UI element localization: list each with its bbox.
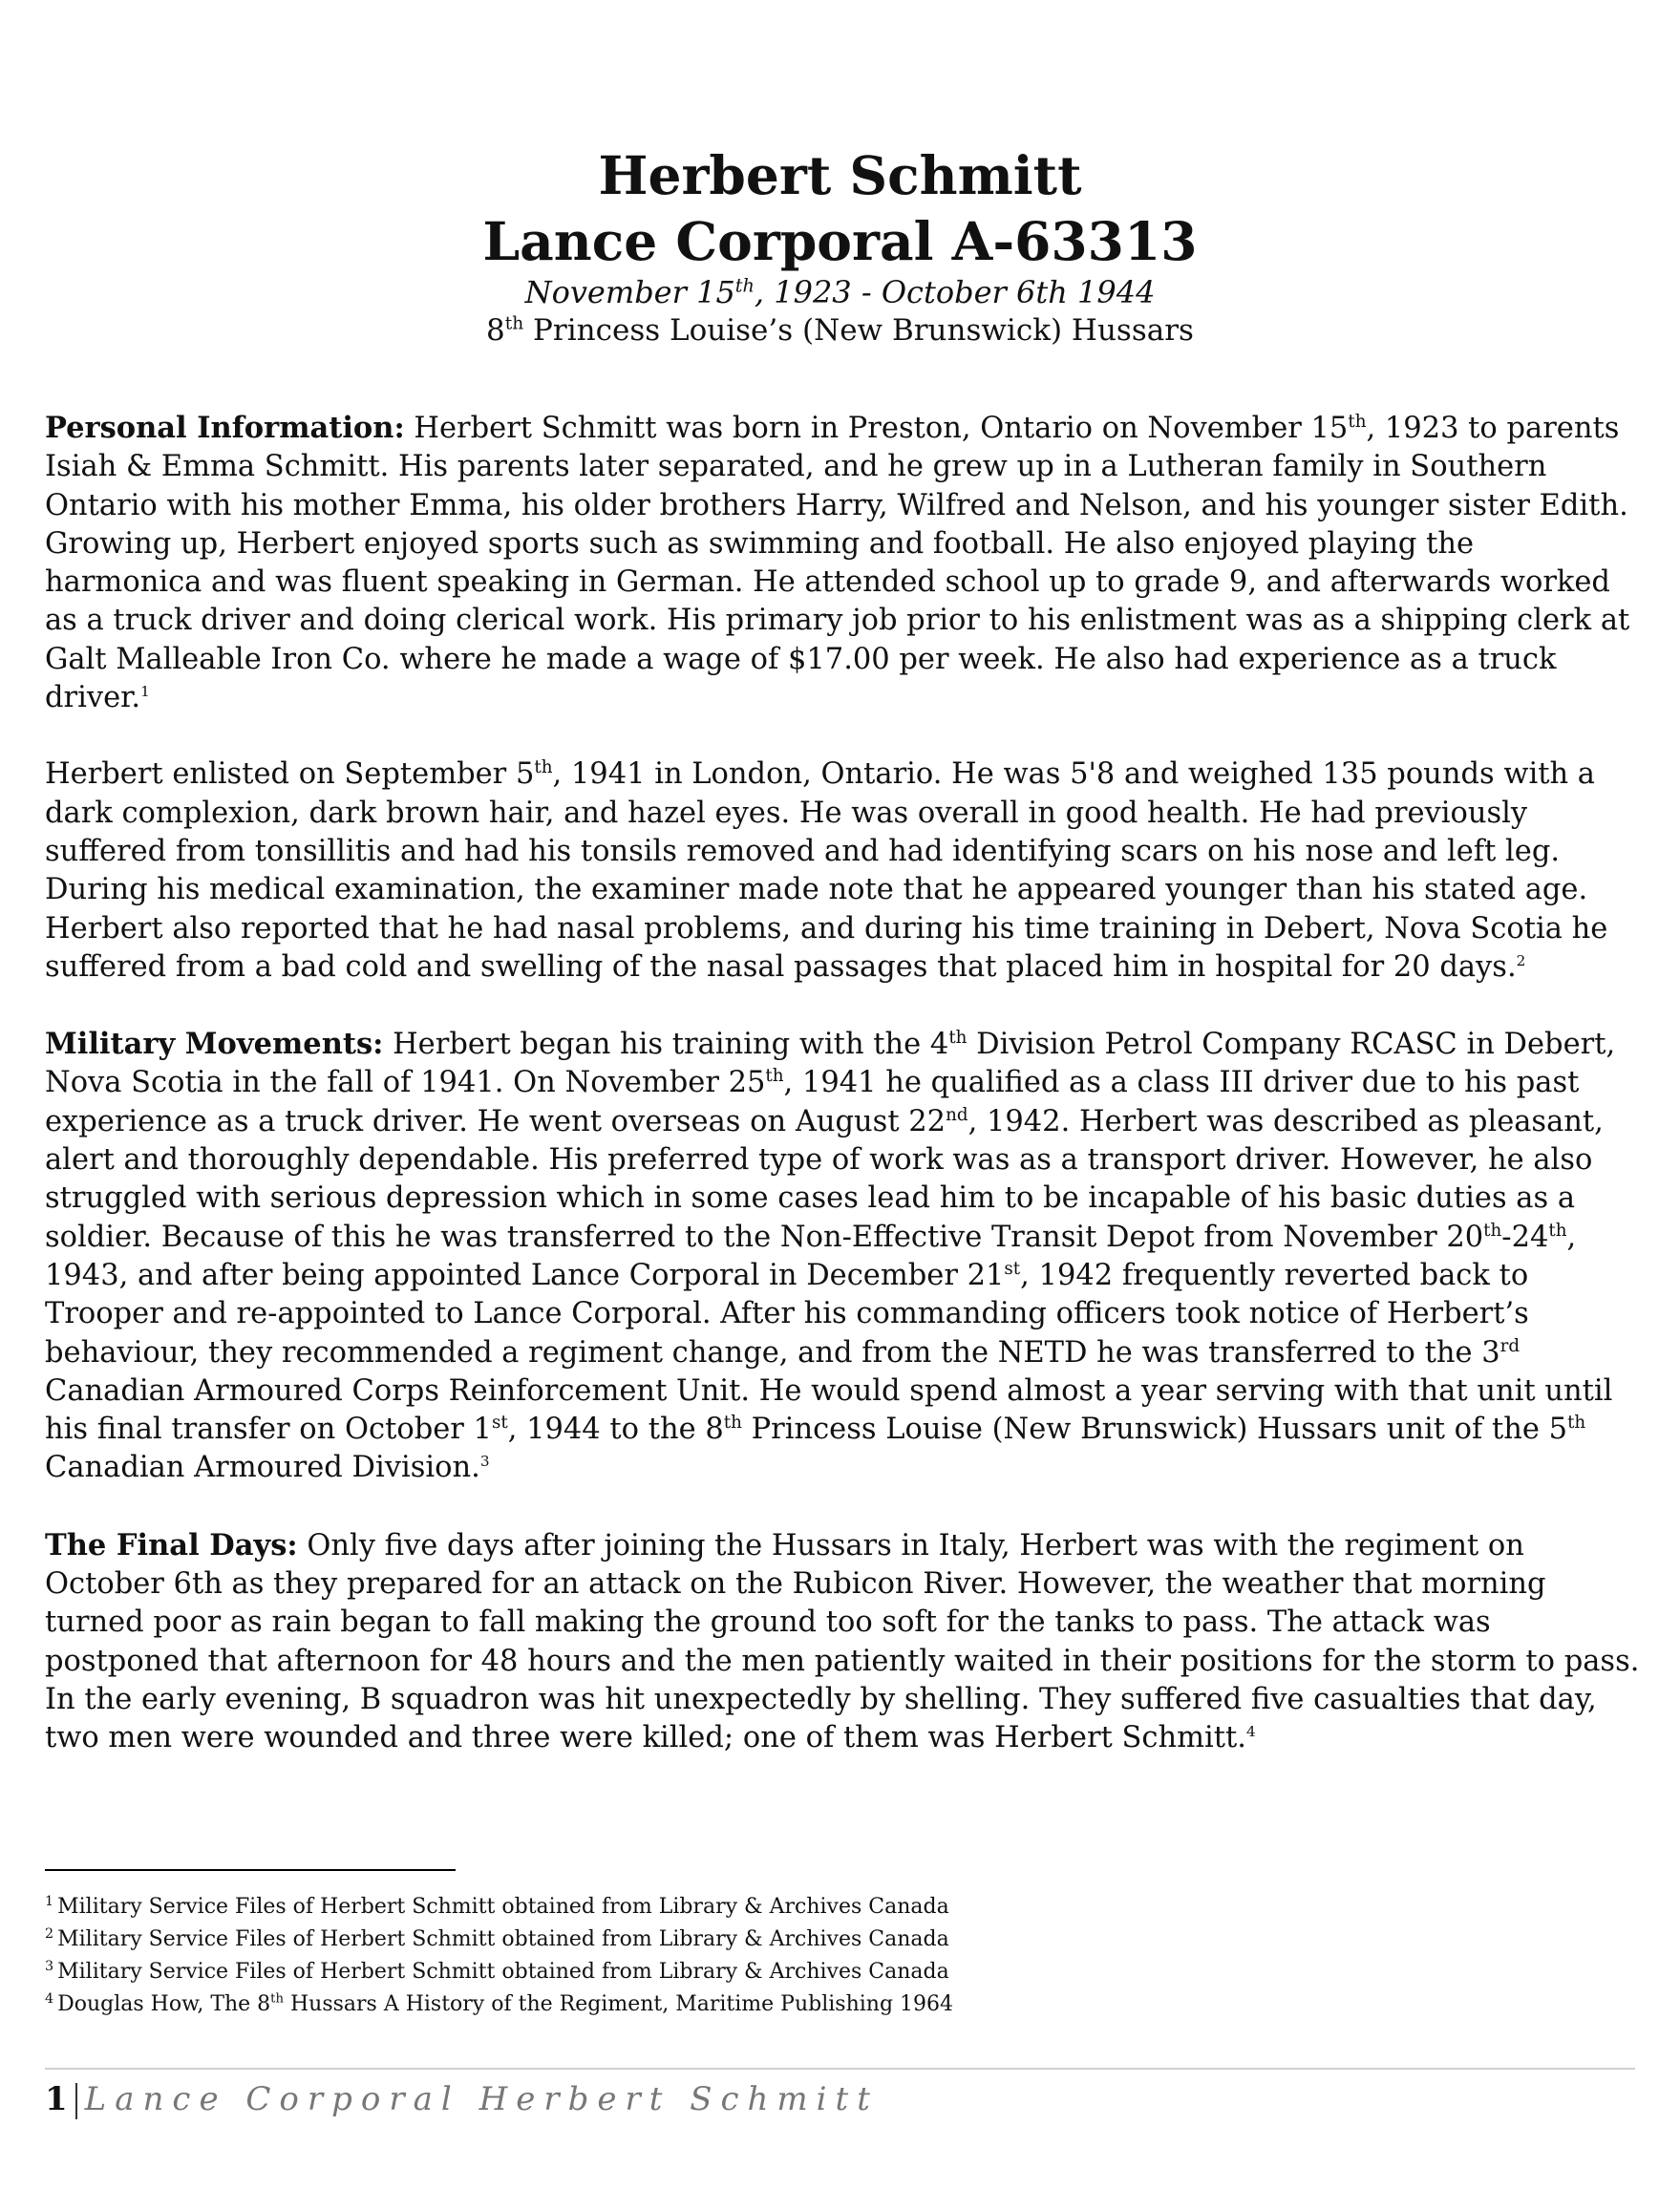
footnotes bbox=[45, 1891, 953, 2021]
paragraph-text: , 1944 to the 8 bbox=[507, 1413, 724, 1447]
ordinal-suffix: st bbox=[491, 1412, 508, 1433]
unit-number: 8 bbox=[486, 313, 505, 348]
paragraph-text: , 1941 he qualified as a class III driver due to his past experience as a truck driver. He went overseas on August 22 bbox=[45, 1066, 1580, 1138]
ordinal-suffix: th bbox=[948, 1028, 968, 1048]
footer-divider bbox=[75, 2083, 77, 2119]
paragraph-text: , 1941 in London, Ontario. He was 5'8 and weighed 135 pounds with a dark complexion, dark brown hair, and hazel eyes. He was overall in good health. He had previously suffered from tonsillitis and had his tonsils removed and had identifying scars on his nose and left leg. During his medical examination, the examiner made note that he appeared younger than his stated age. Herbert also reported that he had nasal problems, and during his time training in Debert, Nova Scotia he suffered from a bad cold and swelling of the nasal passages that placed him in hospital for 20 days. bbox=[45, 757, 1608, 984]
document-body bbox=[45, 409, 1640, 1796]
ordinal-suffix: th bbox=[1483, 1220, 1502, 1241]
paragraph-text: Canadian Armoured Division. bbox=[45, 1451, 480, 1485]
birth-date-text: November 15 bbox=[524, 274, 735, 310]
rank-title: Lance Corporal A-63313 bbox=[482, 210, 1198, 272]
page-title: Herbert Schmitt bbox=[598, 144, 1082, 206]
ordinal-suffix: th bbox=[765, 1066, 784, 1087]
footnote-item bbox=[45, 1924, 953, 1956]
footnote-reference[interactable]: 1 bbox=[140, 682, 150, 700]
paragraph-text: , 1923 to parents Isiah & Emma Schmitt. His parents later separated, and he grew up in a Lutheran family in Southern Ontario with his mother Emma, his older brothers Harry, Wilfred and Nelson, and his younger sister Edith. Growing up, Herbert enjoyed sports such as swimming and football. He also enjoyed playing the harmonica and was fluent speaking in German. He attended school up to grade 9, and afterwards worked as a truck driver and doing clerical work. His primary job prior to his enlistment was as a shipping clerk at Galt Malleable Iron Co. where he made a wage of $17.00 per week. He also had experience as a truck driver. bbox=[45, 412, 1630, 715]
footnote-reference[interactable]: 4 bbox=[1246, 1723, 1256, 1741]
life-dates bbox=[0, 273, 1680, 311]
unit-name bbox=[0, 311, 1680, 350]
footnote-text: Hussars A History of the Regiment, Maritime Publishing 1964 bbox=[283, 1992, 954, 2016]
ordinal-suffix: th bbox=[723, 1412, 742, 1433]
paragraph-text: Herbert began his training with the 4 bbox=[383, 1028, 949, 1062]
paragraph-enlistment bbox=[45, 755, 1640, 987]
ordinal-suffix: th bbox=[1348, 411, 1367, 432]
paragraph-text: Division Petrol Company RCASC in Debert, Nova Scotia in the fall of 1941. On November 25 bbox=[45, 1028, 1616, 1100]
footer-separator bbox=[45, 2068, 1635, 2070]
footnote-separator bbox=[45, 1869, 456, 1871]
paragraph-text: , 1942. Herbert was described as pleasant, alert and thoroughly dependable. His preferred type of work was as a transport driver. However, he also struggled with serious depression which in some cases lead him to be incapable of his basic duties as a soldier. Because of this he was transferred to the Non-Effective Transit Depot from November 20 bbox=[45, 1104, 1604, 1254]
paragraph-text: , 1942 frequently reverted back to Trooper and re-appointed to Lance Corporal. After his commanding officers took notice of Herbert’s behaviour, they recommended a regiment change, and from the NETD he was transferred to the 3 bbox=[45, 1258, 1529, 1370]
section-label: The Final Days: bbox=[45, 1527, 298, 1563]
page-number: 1 bbox=[45, 2080, 68, 2118]
paragraph-text: Only five days after joining the Hussars in Italy, Herbert was with the regiment on October 6th as they prepared for an attack on the Rubicon River. However, the weather that morning turned poor as rain began to fall making the ground too soft for the tanks to pass. The attack was postponed that afternoon for 48 hours and the men patiently waited in their positions for the storm to pass. In the early evening, B squadron was hit unexpectedly by shelling. They suffered five casualties that day, two men were wounded and three were killed; one of them was Herbert Schmitt. bbox=[45, 1528, 1640, 1755]
dates-rest-text: , 1923 - October 6th 1944 bbox=[754, 274, 1156, 310]
document-header bbox=[0, 141, 1680, 350]
unit-name-text: Princess Louise’s (New Brunswick) Hussars bbox=[523, 313, 1194, 348]
footnote-reference[interactable]: 2 bbox=[1516, 951, 1526, 969]
page-footer bbox=[45, 2078, 879, 2120]
ordinal-suffix: st bbox=[1004, 1258, 1021, 1279]
footnote-text: Douglas How, The 8 bbox=[57, 1992, 271, 2016]
paragraph-personal-information bbox=[45, 409, 1640, 717]
paragraph-text: Herbert Schmitt was born in Preston, Ontario on November 15 bbox=[404, 412, 1349, 445]
ordinal-suffix: nd bbox=[946, 1104, 968, 1125]
paragraph-final-days bbox=[45, 1526, 1640, 1758]
ordinal-suffix: th bbox=[270, 1991, 284, 2007]
ordinal-suffix: th bbox=[534, 757, 553, 778]
ordinal-suffix: th bbox=[504, 313, 524, 334]
footnote-item bbox=[45, 1891, 953, 1924]
section-label: Personal Information: bbox=[45, 411, 405, 445]
ordinal-suffix: rd bbox=[1499, 1335, 1521, 1356]
paragraph-text: -24 bbox=[1501, 1220, 1549, 1254]
paragraph-military-movements bbox=[45, 1025, 1640, 1488]
footnote-text: Military Service Files of Herbert Schmitt obtained from Library & Archives Canada bbox=[57, 1927, 949, 1951]
footnote-number: 2 bbox=[45, 1925, 54, 1942]
ordinal-suffix: th bbox=[1567, 1412, 1586, 1433]
ordinal-suffix: th bbox=[734, 274, 755, 297]
section-label: Military Movements: bbox=[45, 1027, 384, 1062]
paragraph-text: , 1943, and after being appointed Lance Corporal in December 21 bbox=[45, 1220, 1577, 1292]
paragraph-text: Princess Louise (New Brunswick) Hussars unit of the 5 bbox=[741, 1413, 1568, 1447]
footnote-reference[interactable]: 3 bbox=[479, 1453, 490, 1471]
footnote-number: 3 bbox=[45, 1958, 54, 1974]
footer-title: Lance Corporal Herbert Schmitt bbox=[84, 2080, 879, 2118]
footnote-text: Military Service Files of Herbert Schmitt obtained from Library & Archives Canada bbox=[57, 1960, 949, 1984]
footnote-number: 4 bbox=[45, 1990, 54, 2007]
ordinal-suffix: th bbox=[1548, 1220, 1567, 1241]
paragraph-text: Canadian Armoured Corps Reinforcement Unit. He would spend almost a year serving with that unit until his final transfer on October 1 bbox=[45, 1373, 1613, 1447]
footnote-item bbox=[45, 1956, 953, 1988]
footnote-item bbox=[45, 1988, 953, 2021]
paragraph-text: Herbert enlisted on September 5 bbox=[45, 757, 535, 792]
footnote-text: Military Service Files of Herbert Schmitt obtained from Library & Archives Canada bbox=[57, 1895, 949, 1919]
footnote-number: 1 bbox=[45, 1893, 54, 1909]
